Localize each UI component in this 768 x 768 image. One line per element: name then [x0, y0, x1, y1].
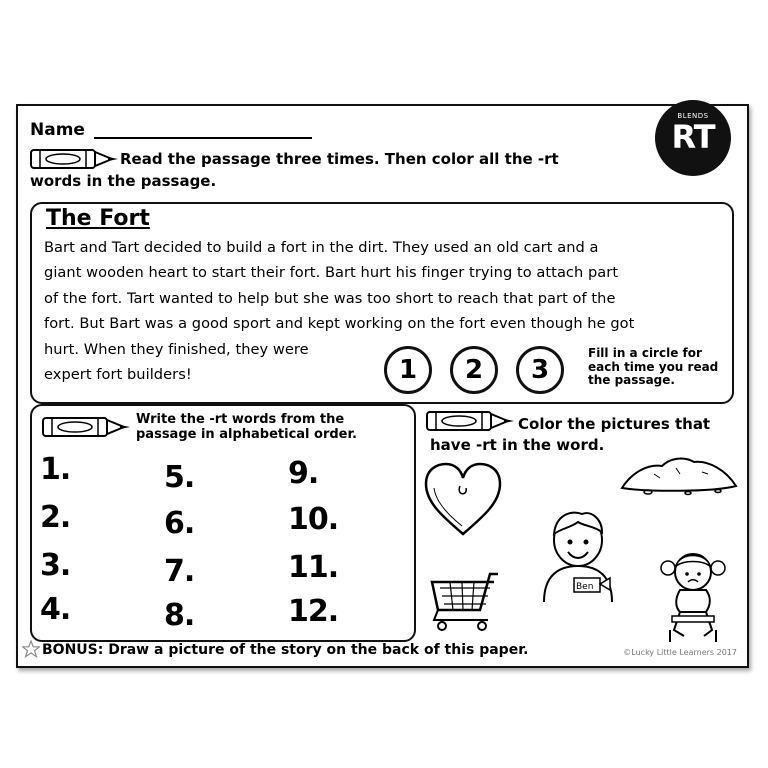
name-write-line — [94, 137, 312, 139]
word-number-9: 9. — [288, 456, 319, 491]
word-number-1: 1. — [40, 452, 71, 487]
passage-line: of the fort. Tart wanted to help but she was too short to reach that part of the — [44, 289, 616, 307]
passage-line: expert fort builders! — [44, 366, 192, 384]
rt-words-box — [30, 404, 416, 642]
word-number-5: 5. — [164, 460, 195, 495]
boy-with-name-tag-picture[interactable] — [538, 504, 618, 604]
read-count-circle-3[interactable]: 3 — [516, 346, 564, 394]
star-icon — [22, 640, 40, 658]
instruction-line-1: Read the passage three times. Then color all the -rt — [120, 150, 559, 168]
word-number-7: 7. — [164, 554, 195, 589]
instruction-line-2: words in the passage. — [30, 172, 217, 190]
crayon-icon — [30, 148, 120, 170]
read-count-circle-1[interactable]: 1 — [384, 346, 432, 394]
passage-line: giant wooden heart to start their fort. Bart hurt his finger trying to attach part — [44, 264, 619, 282]
dirt-picture[interactable] — [618, 452, 740, 496]
worksheet-page — [16, 104, 749, 668]
passage-line: fort. But Bart was a good sport and kept working on the fort even though he got — [44, 315, 635, 333]
passage-title: The Fort — [46, 206, 150, 231]
read-count-circle-2[interactable]: 2 — [450, 346, 498, 394]
word-number-8: 8. — [164, 598, 195, 633]
pictures-instruction-line-1: Color the pictures that — [518, 415, 711, 433]
pictures-instruction-line-2: have -rt in the word. — [430, 436, 605, 454]
word-number-3: 3. — [40, 548, 71, 583]
copyright-text: ©Lucky Little Learners 2017 — [623, 648, 737, 657]
crayon-icon — [426, 410, 516, 432]
words-instruction: Write the -rt words from the passage in alphabetical order. — [136, 412, 357, 442]
word-number-2: 2. — [40, 500, 71, 535]
passage-line: Bart and Tart decided to build a fort in the dirt. They used an old cart and a — [44, 239, 599, 256]
name-tag-text: Ben — [576, 582, 594, 592]
passage-line: hurt. When they finished, they were — [44, 340, 309, 358]
badge-title: RT — [671, 118, 715, 156]
heart-picture[interactable] — [422, 460, 504, 540]
badge-caption: BLENDS — [677, 112, 709, 120]
girl-sitting-hurt-picture[interactable] — [660, 546, 726, 644]
passage-box — [30, 202, 734, 404]
shopping-cart-picture[interactable] — [428, 568, 524, 634]
word-number-4: 4. — [40, 592, 71, 627]
bonus-instruction: BONUS: Draw a picture of the story on the back of this paper. — [42, 642, 529, 658]
word-number-12: 12. — [288, 594, 339, 629]
fill-circle-note: Fill in a circle for each time you read the passage. — [588, 346, 719, 387]
word-number-6: 6. — [164, 506, 195, 541]
word-number-10: 10. — [288, 502, 339, 537]
rt-blend-badge — [655, 100, 731, 176]
word-number-11: 11. — [288, 550, 339, 585]
name-label: Name — [30, 120, 85, 140]
crayon-icon — [42, 416, 132, 438]
